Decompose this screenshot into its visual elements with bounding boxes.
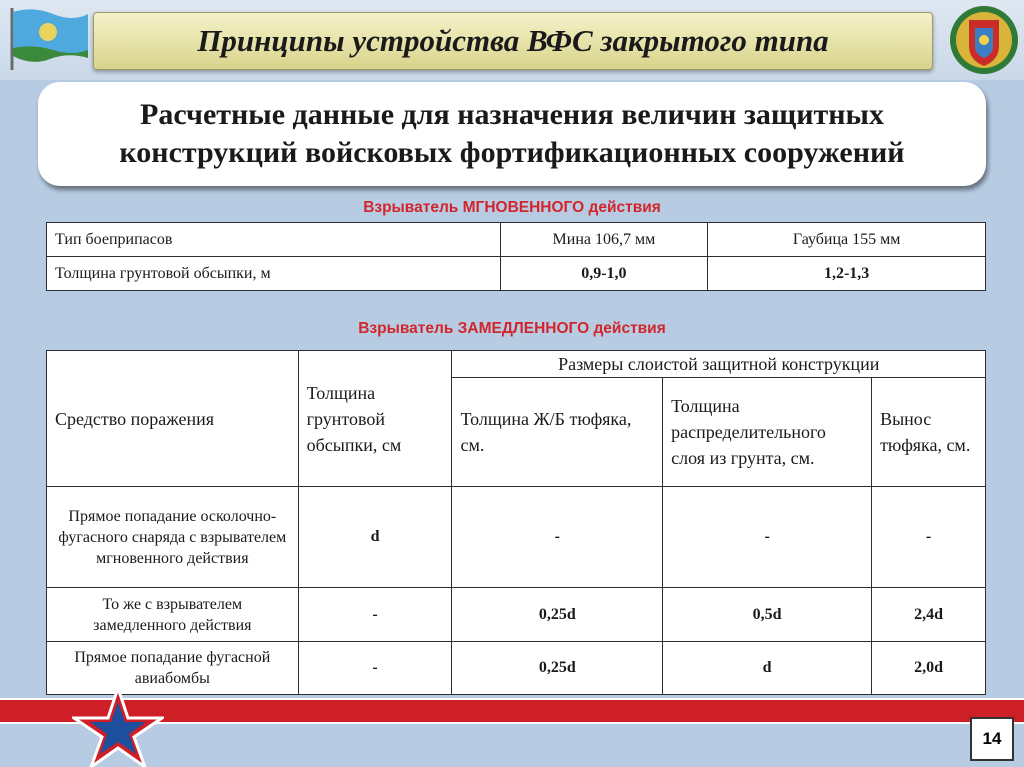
table-cell: Прямое попадание фугасной авиабомбы [47,642,299,695]
table-cell: 0,5d [663,588,872,642]
table-cell: Прямое попадание осколочно-фугасного снаряда с взрывателем мгновенного действия [47,487,299,588]
subtitle-line-1: Расчетные данные для назначения величин защитных [140,98,884,131]
table-cell: - [298,588,452,642]
table-cell: d [663,642,872,695]
header-cell: Толщина Ж/Б тюфяка, см. [452,378,663,487]
table-cell: - [872,487,986,588]
delayed-fuse-caption: Взрыватель ЗАМЕДЛЕННОГО действия [358,320,666,337]
header-group-cell: Размеры слоистой защитной конструкции [452,351,986,378]
table-cell: - [663,487,872,588]
flag-icon [8,6,90,72]
emblem-icon [947,2,1021,78]
page-title: Принципы устройства ВФС закрытого типа [197,23,829,58]
table-cell: - [452,487,663,588]
title-banner [93,12,933,70]
table-row [47,223,986,257]
table-cell: То же с взрывателем замедленного действия [47,588,299,642]
table-cell: Тип боеприпасов [47,223,501,257]
table-row [47,642,986,695]
table-cell: 0,25d [452,588,663,642]
subtitle-panel [38,82,986,186]
table-cell: 2,4d [872,588,986,642]
table-cell: Толщина грунтовой обсыпки, м [47,257,501,291]
table-cell: d [298,487,452,588]
delayed-fuse-table [46,350,986,695]
header-cell: Средство поражения [47,351,299,487]
table-cell: Мина 106,7 мм [500,223,708,257]
header-cell: Вынос тюфяка, см. [872,378,986,487]
table-cell: 1,2-1,3 [708,257,986,291]
subtitle-line-2: конструкций войсковых фортификационных сооружений [119,136,905,169]
table-row [47,588,986,642]
table-header-row [47,351,986,378]
table-cell: - [298,642,452,695]
header-cell: Толщина распределительного слоя из грунта, см. [663,378,872,487]
instant-fuse-caption: Взрыватель МГНОВЕННОГО действия [363,199,661,216]
table-cell: 0,9-1,0 [500,257,708,291]
table-cell: 2,0d [872,642,986,695]
star-icon [72,688,164,767]
page-number: 14 [970,717,1014,761]
table-cell: Гаубица 155 мм [708,223,986,257]
table-row [47,487,986,588]
table-cell: 0,25d [452,642,663,695]
header-cell: Толщина грунтовой обсыпки, см [298,351,452,487]
table-row [47,257,986,291]
instant-fuse-table [46,222,986,291]
